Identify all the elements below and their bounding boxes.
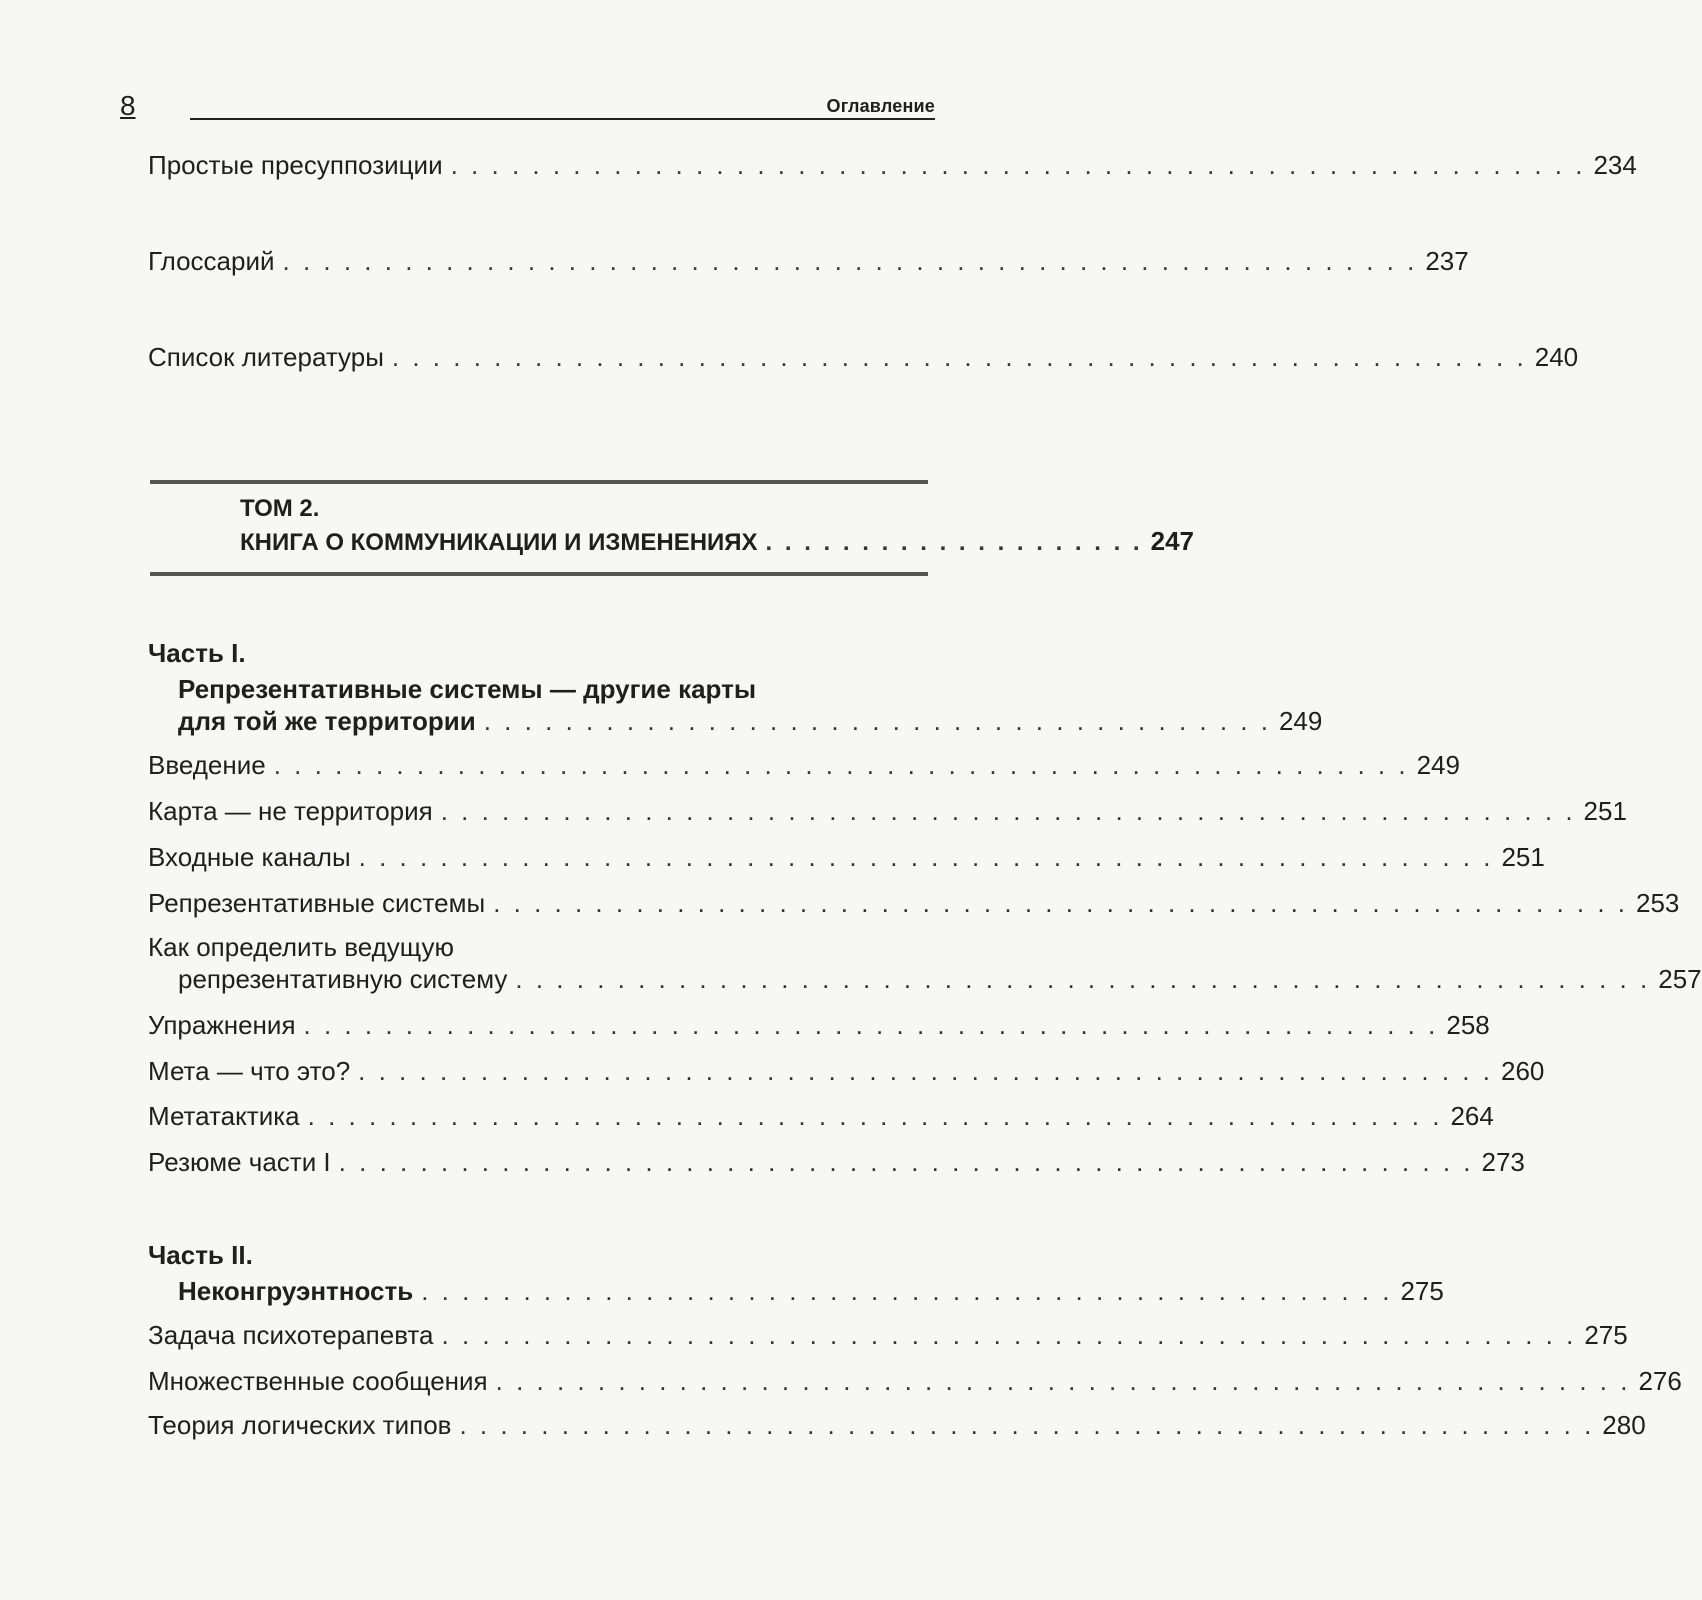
toc-entry-title: Карта — не территория [148, 796, 433, 826]
toc-entry-title: Простые пресуппозиции [148, 150, 443, 180]
leader-dots: . . . . . . . . . . . . . . . . . . . . . . . . . . . . . . . . . . . . . . . . . . . . . . . . [421, 1276, 1393, 1306]
toc-entry-page: 240 [1534, 342, 1579, 372]
leader-dots: . . . . . . . . . . . . . . . . . . . . . . . . . . . . . . . . . . . . . . . . . . . . . . . . . . . . . . . . [495, 1366, 1631, 1396]
toc-entry [148, 796, 1627, 826]
part-title-line: для той же территории [178, 706, 476, 736]
toc-entry-page: 280 [1602, 1410, 1646, 1440]
toc-entry [148, 342, 1579, 372]
part-label: Часть II. [148, 1240, 253, 1270]
volume-rule-bottom [150, 572, 928, 576]
toc-entry-title: Список литературы [148, 342, 384, 372]
toc-entry-page: 251 [1583, 796, 1627, 826]
running-header [120, 90, 935, 124]
toc-entry-page: 273 [1481, 1147, 1525, 1177]
leader-dots: . . . . . . . . . . . . . . . . . . . . . . . . . . . . . . . . . . . . . . . . . . . . . . . . . . . . . . . . [282, 246, 1418, 276]
leader-dots: . . . . . . . . . . . . . . . . . . . . . . . . . . . . . . . . . . . . . . . . . . . . . . . . . . . . . . . . [307, 1101, 1443, 1131]
toc-entry [148, 1366, 1682, 1396]
toc-entry-page: 234 [1593, 150, 1637, 180]
section-title: Оглавление [826, 96, 935, 116]
toc-entry-page: 275 [1584, 1320, 1628, 1350]
toc-entry-title-line: репрезентативную систему [178, 964, 508, 994]
toc-entry-page: 257 [1658, 964, 1702, 994]
leader-dots: . . . . . . . . . . . . . . . . . . . . . . . . . . . . . . . . . . . . . . . [483, 706, 1271, 736]
toc-entry-page: 237 [1425, 246, 1469, 276]
toc-entry-title-line: Как определить ведущую [148, 932, 454, 962]
toc-entry [148, 842, 1545, 872]
leader-dots: . . . . . . . . . . . . . . . . . . . . [765, 529, 1143, 556]
toc-entry-page: 249 [1416, 750, 1460, 780]
toc-entry [148, 1410, 1646, 1440]
toc-entry-page: 276 [1638, 1366, 1682, 1396]
toc-entry-page: 253 [1636, 888, 1680, 918]
toc-entry-page: 260 [1500, 1056, 1545, 1086]
leader-dots: . . . . . . . . . . . . . . . . . . . . . . . . . . . . . . . . . . . . . . . . . . . . . . . . . . . . . . . . [493, 888, 1629, 918]
toc-entry-title: Резюме части I [148, 1147, 331, 1177]
toc-entry-page: 251 [1501, 842, 1545, 872]
toc-entry [178, 964, 1702, 994]
toc-entry [148, 150, 1637, 180]
leader-dots: . . . . . . . . . . . . . . . . . . . . . . . . . . . . . . . . . . . . . . . . . . . . . . . . . . . . . . . . [441, 1320, 1577, 1350]
toc-entry [148, 1010, 1490, 1040]
toc-entry-title: Мета — что это? [148, 1056, 351, 1086]
toc-entry [148, 750, 1460, 780]
toc-entry-title: Теория логических типов [148, 1410, 452, 1440]
header-rule [190, 118, 935, 120]
toc-entry-title: Введение [148, 750, 266, 780]
toc-entry [148, 1101, 1494, 1131]
part-page: 275 [1400, 1276, 1444, 1306]
part-title-entry [178, 1276, 1444, 1306]
toc-entry-title: Задача психотерапевта [148, 1320, 434, 1350]
leader-dots: . . . . . . . . . . . . . . . . . . . . . . . . . . . . . . . . . . . . . . . . . . . . . . . . . . . . . . . . [515, 964, 1651, 994]
volume-page: 247 [1150, 526, 1194, 556]
toc-entry [148, 888, 1680, 918]
part-label: Часть I. [148, 638, 246, 668]
toc-entry [148, 1147, 1525, 1177]
leader-dots: . . . . . . . . . . . . . . . . . . . . . . . . . . . . . . . . . . . . . . . . . . . . . . . . . . . . . . . . [358, 842, 1494, 872]
toc-entry-title: Репрезентативные системы [148, 888, 486, 918]
page-number: 8 [120, 90, 136, 121]
toc-entry [148, 1320, 1628, 1350]
leader-dots: . . . . . . . . . . . . . . . . . . . . . . . . . . . . . . . . . . . . . . . . . . . . . . . . . . . . . . . . [273, 750, 1409, 780]
toc-entry-title: Множественные сообщения [148, 1366, 488, 1396]
part-title-line: Репрезентативные системы — другие карты [178, 674, 757, 704]
volume-title-entry [240, 526, 1194, 558]
leader-dots: . . . . . . . . . . . . . . . . . . . . . . . . . . . . . . . . . . . . . . . . . . . . . . . . . . . . . . . . [338, 1147, 1474, 1177]
toc-entry-page: 258 [1446, 1010, 1490, 1040]
part-page: 249 [1278, 706, 1323, 736]
part-title: Неконгруэнтность [178, 1276, 414, 1306]
leader-dots: . . . . . . . . . . . . . . . . . . . . . . . . . . . . . . . . . . . . . . . . . . . . . . . . . . . . . . . . [450, 150, 1586, 180]
toc-entry-page: 264 [1450, 1101, 1494, 1131]
volume-title: КНИГА О КОММУНИКАЦИИ И ИЗМЕНЕНИЯХ [240, 529, 758, 556]
leader-dots: . . . . . . . . . . . . . . . . . . . . . . . . . . . . . . . . . . . . . . . . . . . . . . . . . . . . . . . . [358, 1056, 1493, 1086]
leader-dots: . . . . . . . . . . . . . . . . . . . . . . . . . . . . . . . . . . . . . . . . . . . . . . . . . . . . . . . . [391, 342, 1527, 372]
toc-entry [148, 246, 1469, 276]
volume-number: ТОМ 2. [240, 495, 320, 522]
toc-entry-title: Упражнения [148, 1010, 296, 1040]
toc-entry [148, 1056, 1545, 1086]
volume-rule-top [150, 480, 928, 484]
part-title-entry [178, 706, 1323, 736]
leader-dots: . . . . . . . . . . . . . . . . . . . . . . . . . . . . . . . . . . . . . . . . . . . . . . . . . . . . . . . . [440, 796, 1576, 826]
toc-entry-title: Метатактика [148, 1101, 300, 1131]
leader-dots: . . . . . . . . . . . . . . . . . . . . . . . . . . . . . . . . . . . . . . . . . . . . . . . . . . . . . . . . [459, 1410, 1595, 1440]
toc-entry-title: Входные каналы [148, 842, 351, 872]
leader-dots: . . . . . . . . . . . . . . . . . . . . . . . . . . . . . . . . . . . . . . . . . . . . . . . . . . . . . . . . [303, 1010, 1439, 1040]
toc-entry-title: Глоссарий [148, 246, 275, 276]
